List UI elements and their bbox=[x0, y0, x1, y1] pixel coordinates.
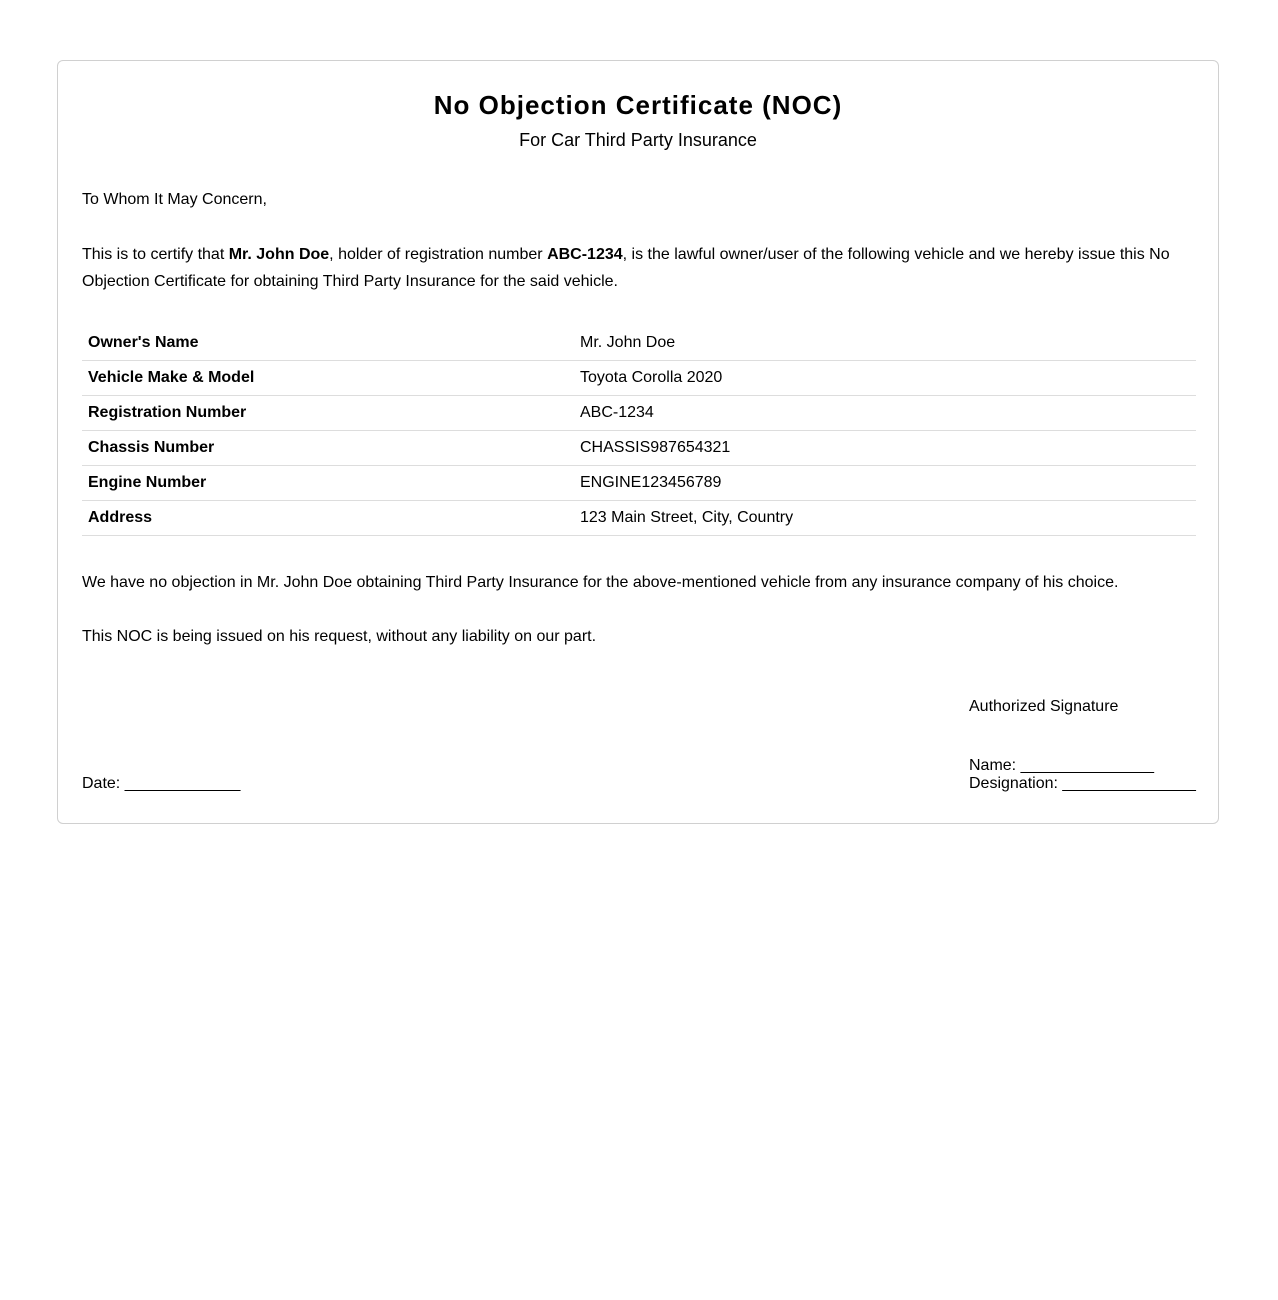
disclaimer: This NOC is being issued on his request, without any liability on our part. bbox=[82, 628, 597, 645]
table-row: Address 123 Main Street, City, Country bbox=[82, 501, 1196, 536]
owner-name: Mr. John Doe bbox=[228, 246, 330, 263]
table-row: Chassis Number CHASSIS987654321 bbox=[82, 431, 1196, 466]
vehicle-details-table bbox=[82, 326, 1196, 536]
page-title: No Objection Certificate (NOC) bbox=[433, 90, 843, 120]
table-row: Vehicle Make & Model Toyota Corolla 2020 bbox=[82, 361, 1196, 396]
signature-label: Authorized Signature bbox=[969, 698, 1119, 715]
page-subtitle: For Car Third Party Insurance bbox=[519, 130, 757, 150]
signature-name: Name: _______________ bbox=[969, 757, 1155, 774]
noc-certificate bbox=[57, 60, 1219, 824]
intro-paragraph: This is to certify that Mr. John Doe, holder of registration number ABC-1234, is the lawful owner/user of the following vehicle and we hereby issue this No Objection Certificate for obtaining Third Party Insurance for the said vehicle. bbox=[82, 246, 1170, 290]
table-row: Registration Number ABC-1234 bbox=[82, 396, 1196, 431]
signature-designation: Designation: _______________ bbox=[969, 775, 1196, 792]
table-row: Owner's Name Mr. John Doe bbox=[82, 326, 1196, 361]
date-field: Date: _____________ bbox=[82, 775, 241, 792]
statement: We have no objection in Mr. John Doe obtaining Third Party Insurance for the above-mentioned vehicle from any insurance company of his choice. bbox=[82, 574, 1119, 591]
signature-block bbox=[969, 757, 1196, 793]
salutation: To Whom It May Concern, bbox=[82, 191, 267, 208]
table-row: Engine Number ENGINE123456789 bbox=[82, 466, 1196, 501]
registration-number: ABC-1234 bbox=[547, 246, 623, 263]
